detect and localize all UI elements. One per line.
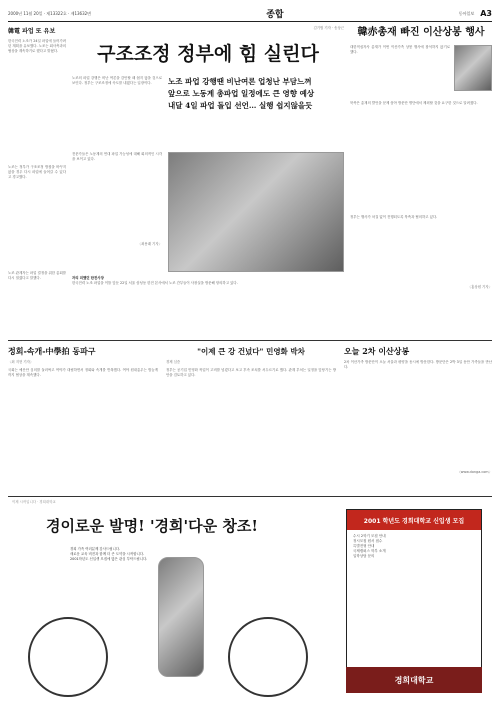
right-para-3: 정부는 행사가 차질 없이 진행되도록 북측과 협의하고 있다.	[350, 215, 438, 219]
bottom-article-right	[344, 346, 492, 475]
issue-date: 2000년 11월 20일 · 제13322호 · 제13632면	[8, 10, 92, 16]
page-header	[8, 6, 492, 22]
section-divider	[8, 340, 492, 341]
section-title: 종합	[266, 10, 284, 20]
main-para-1: 노조의 파업 강행은 비난 여론을 감안할 때 쉽지 않을 것으로 보인다. 정부는 구조조정에 속도를 내겠다는 입장이다.	[72, 76, 162, 86]
ad-box-list	[347, 530, 481, 563]
newspaper-page	[8, 6, 492, 701]
university-logo: 경희대학교	[346, 667, 482, 693]
ad-box-item: 특별전형 안내	[353, 544, 375, 548]
ad-box-title: 2001 학년도 경희대학교 신입생 모집	[347, 510, 481, 530]
advertisement	[8, 496, 492, 701]
main-para-2: 전문가들은 노동계의 연대 파업 가능성에 대해 회의적인 시각을 보이고 있다.	[72, 152, 162, 162]
photo-caption: 자리 피했던 한전사장	[72, 276, 104, 281]
bottom-right-headline: 오늘 2차 이산상봉	[344, 346, 410, 356]
bicycle-wheel-icon	[28, 617, 108, 697]
left-kicker: 韓電 파업 또 유보	[8, 28, 56, 35]
main-headline: 구조조정 정부에 힘 실린다	[97, 43, 319, 66]
bicycle-wheel-icon	[228, 617, 308, 697]
bottom-article-center	[166, 346, 336, 478]
left-para-2: 노조는 정부가 구조조정 방침을 바꾸지 않을 경우 다시 파업에 들어갈 수 있다고 경고했다.	[8, 165, 66, 180]
right-byline: 〈홍상원 기자〉	[467, 285, 492, 289]
bottom-center-byline: 경제 심층	[166, 360, 181, 364]
bottom-right-byline: 〈www.donga.com〉	[457, 470, 492, 474]
bottom-left-text: 국회는 예산안 심의를 둘러싸고 여야가 대립하면서 정회와 속개를 반복했다. 여야 원내총무는 밤늦게까지 협상을 계속했다.	[8, 368, 158, 378]
portrait-photo	[454, 45, 492, 91]
main-article	[72, 26, 344, 287]
main-photo	[168, 152, 344, 272]
main-signoff: 〈최용래 기자〉	[137, 242, 162, 247]
publication-name: 동아일보	[458, 10, 475, 16]
student-photo	[158, 557, 204, 677]
ad-box-item: 정시모집 원서 접수	[353, 539, 383, 543]
bottom-center-headline: "이제 큰 강 건넜다" 민영화 박차	[197, 347, 305, 356]
bottom-left-byline: 〈최 지현 기자〉	[8, 360, 34, 364]
page-number: A3	[480, 9, 492, 18]
ad-box-item: 국제캠퍼스 학부 소개	[353, 549, 386, 553]
bottom-article-left	[8, 346, 158, 478]
bottom-right-text: 2차 이산가족 방문단이 오늘 서울과 평양을 동시에 방문한다. 방문단은 2박 3일 동안 가족들을 만난다.	[344, 360, 492, 370]
right-para-2: 북측은 총재의 발언을 문제 삼아 방문단 명단에서 제외할 것을 요구한 것으로 알려졌다.	[350, 101, 478, 105]
main-byline: 김기범 기자 · 송상근	[313, 26, 344, 30]
right-article	[350, 26, 492, 290]
right-headline: 韓赤총재 빠진 이산상봉 행사	[357, 27, 485, 38]
ad-slogan: 경이로운 발명! '경희'다운 창조!	[46, 517, 258, 535]
ad-box-item: 입학상담 문의	[353, 554, 375, 558]
bottom-left-headline: 정회-속개-中學拍 동파구	[8, 346, 96, 356]
main-subheadline: 노조 파업 강행땐 비난여론 업청난 부담느껴 앞으로 노동계 총파업 일정에도 큰 영향 예상 내달 4일 파업 돌입 선언… 실행 쉽지않을듯	[168, 77, 315, 111]
ad-body: 경희 가족 여러분께 감사드립니다. 새로운 교육 비전과 함께 더 큰 도약을 시작합니다. 2001학년도 신입생 모집에 많은 관심 부탁드립니다.	[70, 547, 148, 562]
bottom-center-text: 정부는 공기업 민영화 작업이 고비를 넘겼다고 보고 후속 조치를 서두르기로 했다. 관계 부처는 일정을 앞당기는 방안을 검토하고 있다.	[166, 368, 336, 378]
ad-box-item: 수시 2학기 모집 안내	[353, 534, 386, 538]
right-para-1: 대한적십자사 총재가 이번 이산가족 상봉 행사에 참석하지 않기로 했다.	[350, 45, 450, 55]
ad-admissions-box	[346, 509, 482, 669]
left-para-1: 한국전력 노조가 24일 파업에 들어가려던 계획을 유보했다. 노조는 회사측과의 협상을 계속하기로 했다고 밝혔다.	[8, 39, 66, 54]
left-para-3: 노조 관계자는 파업 결정을 위한 총회를 다시 열겠다고 말했다.	[8, 271, 66, 281]
photo-subcaption: 한국전력 노조 파업을 이틀 앞둔 22일 서울 삼성동 한전 본사에서 노조 간부들이 사장실을 방문해 항의하고 있다.	[72, 281, 238, 286]
left-column	[8, 26, 66, 351]
ad-tag: 이제 시작입니다 · 경희대학교	[12, 500, 56, 504]
